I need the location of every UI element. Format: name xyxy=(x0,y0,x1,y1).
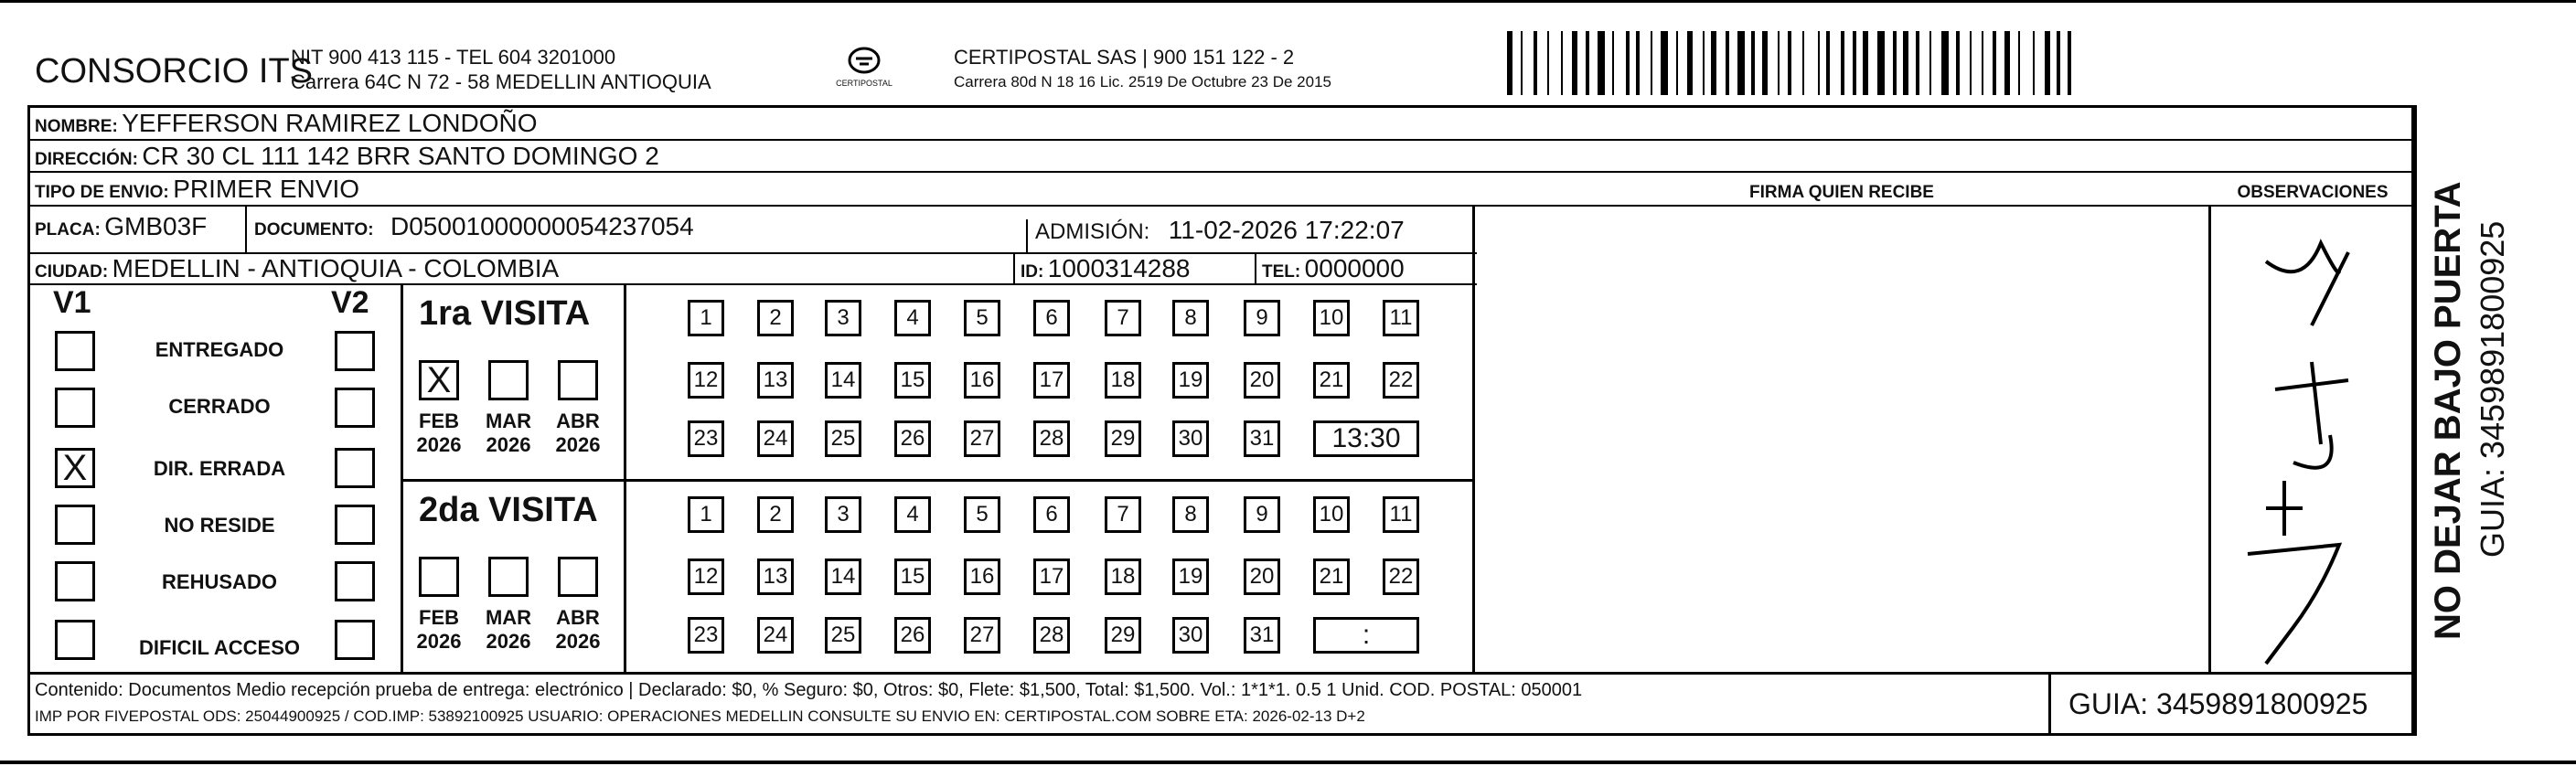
barcode-bar xyxy=(2033,31,2035,95)
tipo-row xyxy=(35,175,359,204)
visit-month-checkbox[interactable] xyxy=(488,557,529,597)
documento-value: D05001000000054237054 xyxy=(390,212,694,240)
logo-text: CERTIPOSTAL xyxy=(836,79,893,88)
visit-day-box[interactable]: 12 xyxy=(688,362,724,399)
barcode-bar xyxy=(1770,31,1774,95)
visit-day-box[interactable]: 3 xyxy=(825,496,861,533)
barcode-bar xyxy=(1726,31,1729,95)
barcode-bar xyxy=(1826,31,1830,95)
row-divider xyxy=(27,672,2414,675)
barcode-bar xyxy=(1941,31,1949,95)
visit-day-box[interactable]: 6 xyxy=(1033,300,1070,336)
barcode-bar xyxy=(1987,31,1991,95)
barcode-bar xyxy=(1747,31,1748,95)
footer-line2: IMP POR FIVEPOSTAL ODS: 25044900925 / COD.IMP: 53892100925 USUARIO: OPERACIONES MEDELLIN CONSULTE SU ENVIO EN: CERTIPOSTAL.COM SOBRE ETA: 2026-02-13 D+2 xyxy=(35,707,1365,725)
visit-day-box[interactable]: 18 xyxy=(1105,559,1141,595)
visit-day-box[interactable]: 22 xyxy=(1383,362,1419,399)
barcode-bar xyxy=(1572,31,1577,95)
observaciones-header: OBSERVACIONES xyxy=(2237,183,2389,202)
barcode-bar xyxy=(1695,31,1699,95)
barcode-bar xyxy=(1952,31,1954,95)
barcode-bar xyxy=(1534,31,1537,95)
visit-day-box[interactable]: 29 xyxy=(1105,420,1141,457)
barcode-bar xyxy=(1872,31,1876,95)
barcode-bar xyxy=(1795,31,1801,95)
visit-month-name: ABR xyxy=(556,410,600,432)
visit-title: 1ra VISITA xyxy=(419,294,591,333)
visit-month-checkbox[interactable]: X xyxy=(419,360,459,400)
barcode-bar xyxy=(2012,31,2015,95)
guia-box: GUIA: 3459891800925 xyxy=(2068,687,2368,720)
barcode-bar xyxy=(1898,31,1900,95)
row-divider xyxy=(27,139,2414,141)
barcode-bar xyxy=(1858,31,1860,95)
barcode-bar xyxy=(1566,31,1570,95)
barcode-bar xyxy=(2024,31,2031,95)
ciudad-value: MEDELLIN - ANTIOQUIA - COLOMBIA xyxy=(112,254,560,282)
visit-day-box[interactable]: 31 xyxy=(1244,420,1280,457)
visit-day-box[interactable]: 10 xyxy=(1313,300,1350,336)
visit-day-box[interactable]: 8 xyxy=(1172,496,1209,533)
direccion-row xyxy=(35,142,659,171)
status-option-label: DIFICIL ACCESO xyxy=(138,636,300,659)
barcode-bar xyxy=(2068,31,2071,95)
visit-day-box[interactable]: 27 xyxy=(964,420,1000,457)
barcode-bar xyxy=(1853,31,1856,95)
id-value: 1000314288 xyxy=(1047,254,1191,282)
col-divider xyxy=(1472,205,1475,672)
barcode-bar xyxy=(2064,31,2066,95)
barcode-bar xyxy=(1893,31,1897,95)
side-guia: GUIA: 3459891800925 xyxy=(2474,220,2511,558)
visit-month-name: MAR xyxy=(485,606,532,629)
certipostal-logo xyxy=(832,40,896,99)
visit-day-box[interactable]: 14 xyxy=(825,559,861,595)
status-v2-checkbox[interactable] xyxy=(335,561,375,601)
visit-day-box[interactable]: 28 xyxy=(1033,420,1070,457)
visit-day-box[interactable]: 24 xyxy=(757,617,794,654)
barcode-bar xyxy=(1956,31,1960,95)
visit-day-box[interactable]: 29 xyxy=(1105,617,1141,654)
status-v1-checkbox[interactable] xyxy=(55,388,95,428)
visit-time-box[interactable]: 13:30 xyxy=(1313,420,1419,457)
barcode-bar xyxy=(2074,31,2079,95)
visit-day-box[interactable]: 23 xyxy=(688,420,724,457)
row-divider xyxy=(27,171,2414,173)
visit-day-box[interactable]: 7 xyxy=(1105,300,1141,336)
barcode-bar xyxy=(1778,31,1780,95)
visit-day-box[interactable]: 30 xyxy=(1172,420,1209,457)
visit-day-box[interactable]: 12 xyxy=(688,559,724,595)
barcode-bar xyxy=(1540,31,1544,95)
barcode-bar xyxy=(2037,31,2041,95)
carrier-line2: Carrera 80d N 18 16 Lic. 2519 De Octubre 23 De 2015 xyxy=(954,73,1331,90)
company-line2: Carrera 64C N 72 - 58 MEDELLIN ANTIOQUIA xyxy=(291,70,711,93)
visit-day-box[interactable]: 16 xyxy=(964,559,1000,595)
status-v2-checkbox[interactable] xyxy=(335,448,375,488)
status-v1-checkbox[interactable] xyxy=(55,620,95,660)
barcode-bar xyxy=(1521,31,1523,95)
visit-day-box[interactable]: 5 xyxy=(964,300,1000,336)
barcode-bar xyxy=(1711,31,1716,95)
barcode-bar xyxy=(2004,31,2010,95)
placa-row xyxy=(35,212,207,241)
barcode-bar xyxy=(1687,31,1693,95)
visit-month-year: 2026 xyxy=(416,630,462,653)
visit-day-box[interactable]: 20 xyxy=(1244,362,1280,399)
barcode-bar xyxy=(1833,31,1839,95)
visit-day-box[interactable]: 2 xyxy=(757,496,794,533)
visit-month-name: FEB xyxy=(419,410,459,432)
visit-day-box[interactable]: 25 xyxy=(825,617,861,654)
barcode-bar xyxy=(1526,31,1532,95)
status-option-label: DIR. ERRADA xyxy=(153,457,286,480)
visit-time-box[interactable]: : xyxy=(1313,617,1419,654)
barcode-bar xyxy=(1661,31,1668,95)
barcode-bar xyxy=(1877,31,1885,95)
visit-day-box[interactable]: 5 xyxy=(964,496,1000,533)
visit-month-year: 2026 xyxy=(486,630,531,653)
barcode-bar xyxy=(1781,31,1785,95)
tel-row xyxy=(1262,254,1405,283)
admision-row xyxy=(1035,216,1405,245)
visit-day-box[interactable]: 11 xyxy=(1383,496,1419,533)
visit-day-box[interactable]: 7 xyxy=(1105,496,1141,533)
status-v1-checkbox[interactable]: X xyxy=(55,448,95,488)
visit-day-box[interactable]: 13 xyxy=(757,559,794,595)
visit-month-name: MAR xyxy=(485,410,532,432)
barcode-bar xyxy=(1598,31,1605,95)
barcode-bar xyxy=(1929,31,1931,95)
barcode-bar xyxy=(1551,31,1558,95)
col-divider xyxy=(2414,105,2417,736)
status-v2-checkbox[interactable] xyxy=(335,331,375,371)
visit-day-box[interactable]: 26 xyxy=(894,420,931,457)
barcode-bar xyxy=(1591,31,1595,95)
visit-month-label xyxy=(412,606,466,654)
barcode-bar xyxy=(1912,31,1914,95)
status-v1-checkbox[interactable] xyxy=(55,331,95,371)
col-divider xyxy=(1026,219,1028,252)
visit-day-box[interactable]: 19 xyxy=(1172,559,1209,595)
barcode-bar xyxy=(1617,31,1622,95)
barcode-bar xyxy=(1887,31,1889,95)
visit-day-box[interactable]: 4 xyxy=(894,300,931,336)
barcode-bar xyxy=(1762,31,1768,95)
barcode-bar xyxy=(2052,31,2054,95)
barcode-bar xyxy=(1703,31,1705,95)
status-option-label: ENTREGADO xyxy=(155,338,284,361)
barcode-bar xyxy=(1916,31,1919,95)
visit-day-box[interactable]: 22 xyxy=(1383,559,1419,595)
barcode-bar xyxy=(1580,31,1582,95)
visit-day-box[interactable]: 17 xyxy=(1033,362,1070,399)
barcode-bar xyxy=(1973,31,1979,95)
visit-day-box[interactable]: 9 xyxy=(1244,300,1280,336)
visit-month-label xyxy=(550,410,605,457)
visit-day-box[interactable]: 17 xyxy=(1033,559,1070,595)
visit-month-name: FEB xyxy=(419,606,459,629)
nombre-label: NOMBRE: xyxy=(35,117,118,136)
barcode-bar xyxy=(1670,31,1673,95)
barcode-bar xyxy=(1802,31,1804,95)
barcode-bar xyxy=(1682,31,1685,95)
status-option-label: REHUSADO xyxy=(162,570,277,593)
documento-label: DOCUMENTO: xyxy=(254,220,374,239)
visit-month-label xyxy=(481,410,536,457)
barcode-bar xyxy=(1993,31,1996,95)
visit-day-box[interactable]: 2 xyxy=(757,300,794,336)
visit-day-box[interactable]: 10 xyxy=(1313,496,1350,533)
barcode-bar xyxy=(1561,31,1563,95)
visit-day-box[interactable]: 20 xyxy=(1244,559,1280,595)
visit-month-label xyxy=(550,606,605,654)
tipo-value: PRIMER ENVIO xyxy=(173,175,360,203)
tel-label: TEL: xyxy=(1262,262,1301,282)
visit-day-box[interactable]: 15 xyxy=(894,362,931,399)
barcode-bar xyxy=(2018,31,2020,95)
barcode-bar xyxy=(1720,31,1724,95)
id-row xyxy=(1021,254,1191,283)
barcode-bar xyxy=(1982,31,1983,95)
col-divider xyxy=(2048,672,2051,736)
placa-label: PLACA: xyxy=(35,220,101,239)
barcode-bar xyxy=(1922,31,1926,95)
status-v2-checkbox[interactable] xyxy=(335,505,375,545)
visit-day-box[interactable]: 25 xyxy=(825,420,861,457)
barcode-bar xyxy=(1933,31,1939,95)
visit-day-box[interactable]: 18 xyxy=(1105,362,1141,399)
visit-day-box[interactable]: 11 xyxy=(1383,300,1419,336)
footer-line1: Contenido: Documentos Medio recepción prueba de entrega: electrónico | Declarado: $0, % Seguro: $0, Otros: $0, Flete: $1,500, Total: $1,500. Vol.: 1*1*1. 0.5 1 Unid. COD. POSTAL: 050001 xyxy=(35,680,1583,700)
barcode-bar xyxy=(1643,31,1649,95)
barcode-bar xyxy=(1609,31,1610,95)
visit-month-checkbox[interactable] xyxy=(488,360,529,400)
barcode-bar xyxy=(1507,31,1512,95)
visit-month-label xyxy=(481,606,536,654)
barcode-bar xyxy=(1706,31,1708,95)
admision-label: ADMISIÓN: xyxy=(1035,219,1150,244)
visit-month-checkbox[interactable] xyxy=(558,360,598,400)
visit-day-box[interactable]: 6 xyxy=(1033,496,1070,533)
ciudad-label: CIUDAD: xyxy=(35,262,109,282)
visit-title: 2da VISITA xyxy=(419,491,598,529)
visit-day-box[interactable]: 21 xyxy=(1313,362,1350,399)
visit-month-checkbox[interactable] xyxy=(419,557,459,597)
placa-value: GMB03F xyxy=(104,212,208,240)
barcode-bar xyxy=(2045,31,2050,95)
visit-day-box[interactable]: 21 xyxy=(1313,559,1350,595)
barcode-bar xyxy=(1514,31,1518,95)
company-line1: NIT 900 413 115 - TEL 604 3201000 xyxy=(291,46,616,69)
row-divider xyxy=(27,205,2414,207)
visit-month-name: ABR xyxy=(556,606,600,629)
barcode-bar xyxy=(1970,31,1972,95)
barcode-bar xyxy=(1822,31,1823,95)
visit-day-box[interactable]: 16 xyxy=(964,362,1000,399)
v1-label: V1 xyxy=(53,285,91,320)
bottom-rule xyxy=(0,761,2576,764)
visit-month-year: 2026 xyxy=(416,433,462,456)
barcode-bar xyxy=(1847,31,1849,95)
visit-day-box[interactable]: 14 xyxy=(825,362,861,399)
visit-day-box[interactable]: 27 xyxy=(964,617,1000,654)
barcode-bar xyxy=(2057,31,2060,95)
status-v2-checkbox[interactable] xyxy=(335,388,375,428)
admision-value: 11-02-2026 17:22:07 xyxy=(1168,216,1405,244)
barcode-bar xyxy=(1903,31,1908,95)
barcode-bar xyxy=(1999,31,2001,95)
visit-day-box[interactable]: 28 xyxy=(1033,617,1070,654)
visit-day-box[interactable]: 31 xyxy=(1244,617,1280,654)
col-divider xyxy=(1013,254,1015,283)
barcode-bar xyxy=(1547,31,1549,95)
barcode-bar xyxy=(1636,31,1640,95)
col-divider xyxy=(1255,254,1256,283)
nombre-value: YEFFERSON RAMIREZ LONDOÑO xyxy=(122,109,538,137)
visit-month-label xyxy=(412,410,466,457)
barcode-bar xyxy=(1626,31,1630,95)
barcode-bar xyxy=(1586,31,1589,95)
tel-value: 0000000 xyxy=(1304,254,1405,282)
col-divider xyxy=(245,207,247,252)
tipo-label: TIPO DE ENVIO: xyxy=(35,183,169,202)
status-v2-checkbox[interactable] xyxy=(335,620,375,660)
barcode-bar xyxy=(1676,31,1678,95)
ciudad-row xyxy=(35,254,559,283)
v2-label: V2 xyxy=(331,285,369,320)
visit-day-box[interactable]: 8 xyxy=(1172,300,1209,336)
visit-month-year: 2026 xyxy=(486,433,531,456)
barcode-bar xyxy=(1758,31,1760,95)
company-name: CONSORCIO ITS xyxy=(35,52,314,90)
visit-day-box[interactable]: 30 xyxy=(1172,617,1209,654)
visit-day-box[interactable]: 4 xyxy=(894,496,931,533)
visit-month-checkbox[interactable] xyxy=(558,557,598,597)
barcode-bar xyxy=(1863,31,1868,95)
barcode-bar xyxy=(1818,31,1820,95)
barcode-bar xyxy=(1631,31,1633,95)
direccion-value: CR 30 CL 111 142 BRR SANTO DOMINGO 2 xyxy=(142,142,659,170)
nombre-row xyxy=(35,109,538,138)
barcode-bar xyxy=(1651,31,1652,95)
carrier-line1: CERTIPOSTAL SAS | 900 151 122 - 2 xyxy=(954,46,1295,69)
visit-day-box[interactable]: 26 xyxy=(894,617,931,654)
status-option-label: CERRADO xyxy=(168,395,271,418)
visit-month-year: 2026 xyxy=(555,630,601,653)
visit-day-box[interactable]: 15 xyxy=(894,559,931,595)
top-rule xyxy=(0,0,2576,3)
barcode-bar xyxy=(1788,31,1791,95)
barcode-bar xyxy=(1962,31,1966,95)
barcode-bar xyxy=(1655,31,1657,95)
status-option-label: NO RESIDE xyxy=(164,514,275,537)
visit-day-box[interactable]: 13 xyxy=(757,362,794,399)
side-warning: NO DEJAR BAJO PUERTA xyxy=(2428,181,2468,640)
visit-day-box[interactable]: 23 xyxy=(688,617,724,654)
direccion-label: DIRECCIÓN: xyxy=(35,150,138,169)
barcode-bar xyxy=(1807,31,1814,95)
row-divider xyxy=(401,479,1472,482)
barcode-bar xyxy=(1732,31,1734,95)
status-v1-checkbox[interactable] xyxy=(55,561,95,601)
visit-month-year: 2026 xyxy=(555,433,601,456)
barcode-bar xyxy=(1841,31,1844,95)
barcode-bar xyxy=(1612,31,1614,95)
row-divider xyxy=(27,283,1477,285)
observation-handwriting xyxy=(2211,207,2414,672)
barcode-bar xyxy=(1737,31,1745,95)
barcode xyxy=(1507,31,2193,95)
visit-day-box[interactable]: 19 xyxy=(1172,362,1209,399)
id-label: ID: xyxy=(1021,262,1044,282)
visit-day-box[interactable]: 9 xyxy=(1244,496,1280,533)
status-v1-checkbox[interactable] xyxy=(55,505,95,545)
barcode-bar xyxy=(1751,31,1755,95)
visit-day-box[interactable]: 1 xyxy=(688,300,724,336)
visit-day-box[interactable]: 1 xyxy=(688,496,724,533)
visit-day-box[interactable]: 24 xyxy=(757,420,794,457)
firma-header: FIRMA QUIEN RECIBE xyxy=(1749,183,1934,202)
documento-row xyxy=(254,212,694,241)
visit-day-box[interactable]: 3 xyxy=(825,300,861,336)
